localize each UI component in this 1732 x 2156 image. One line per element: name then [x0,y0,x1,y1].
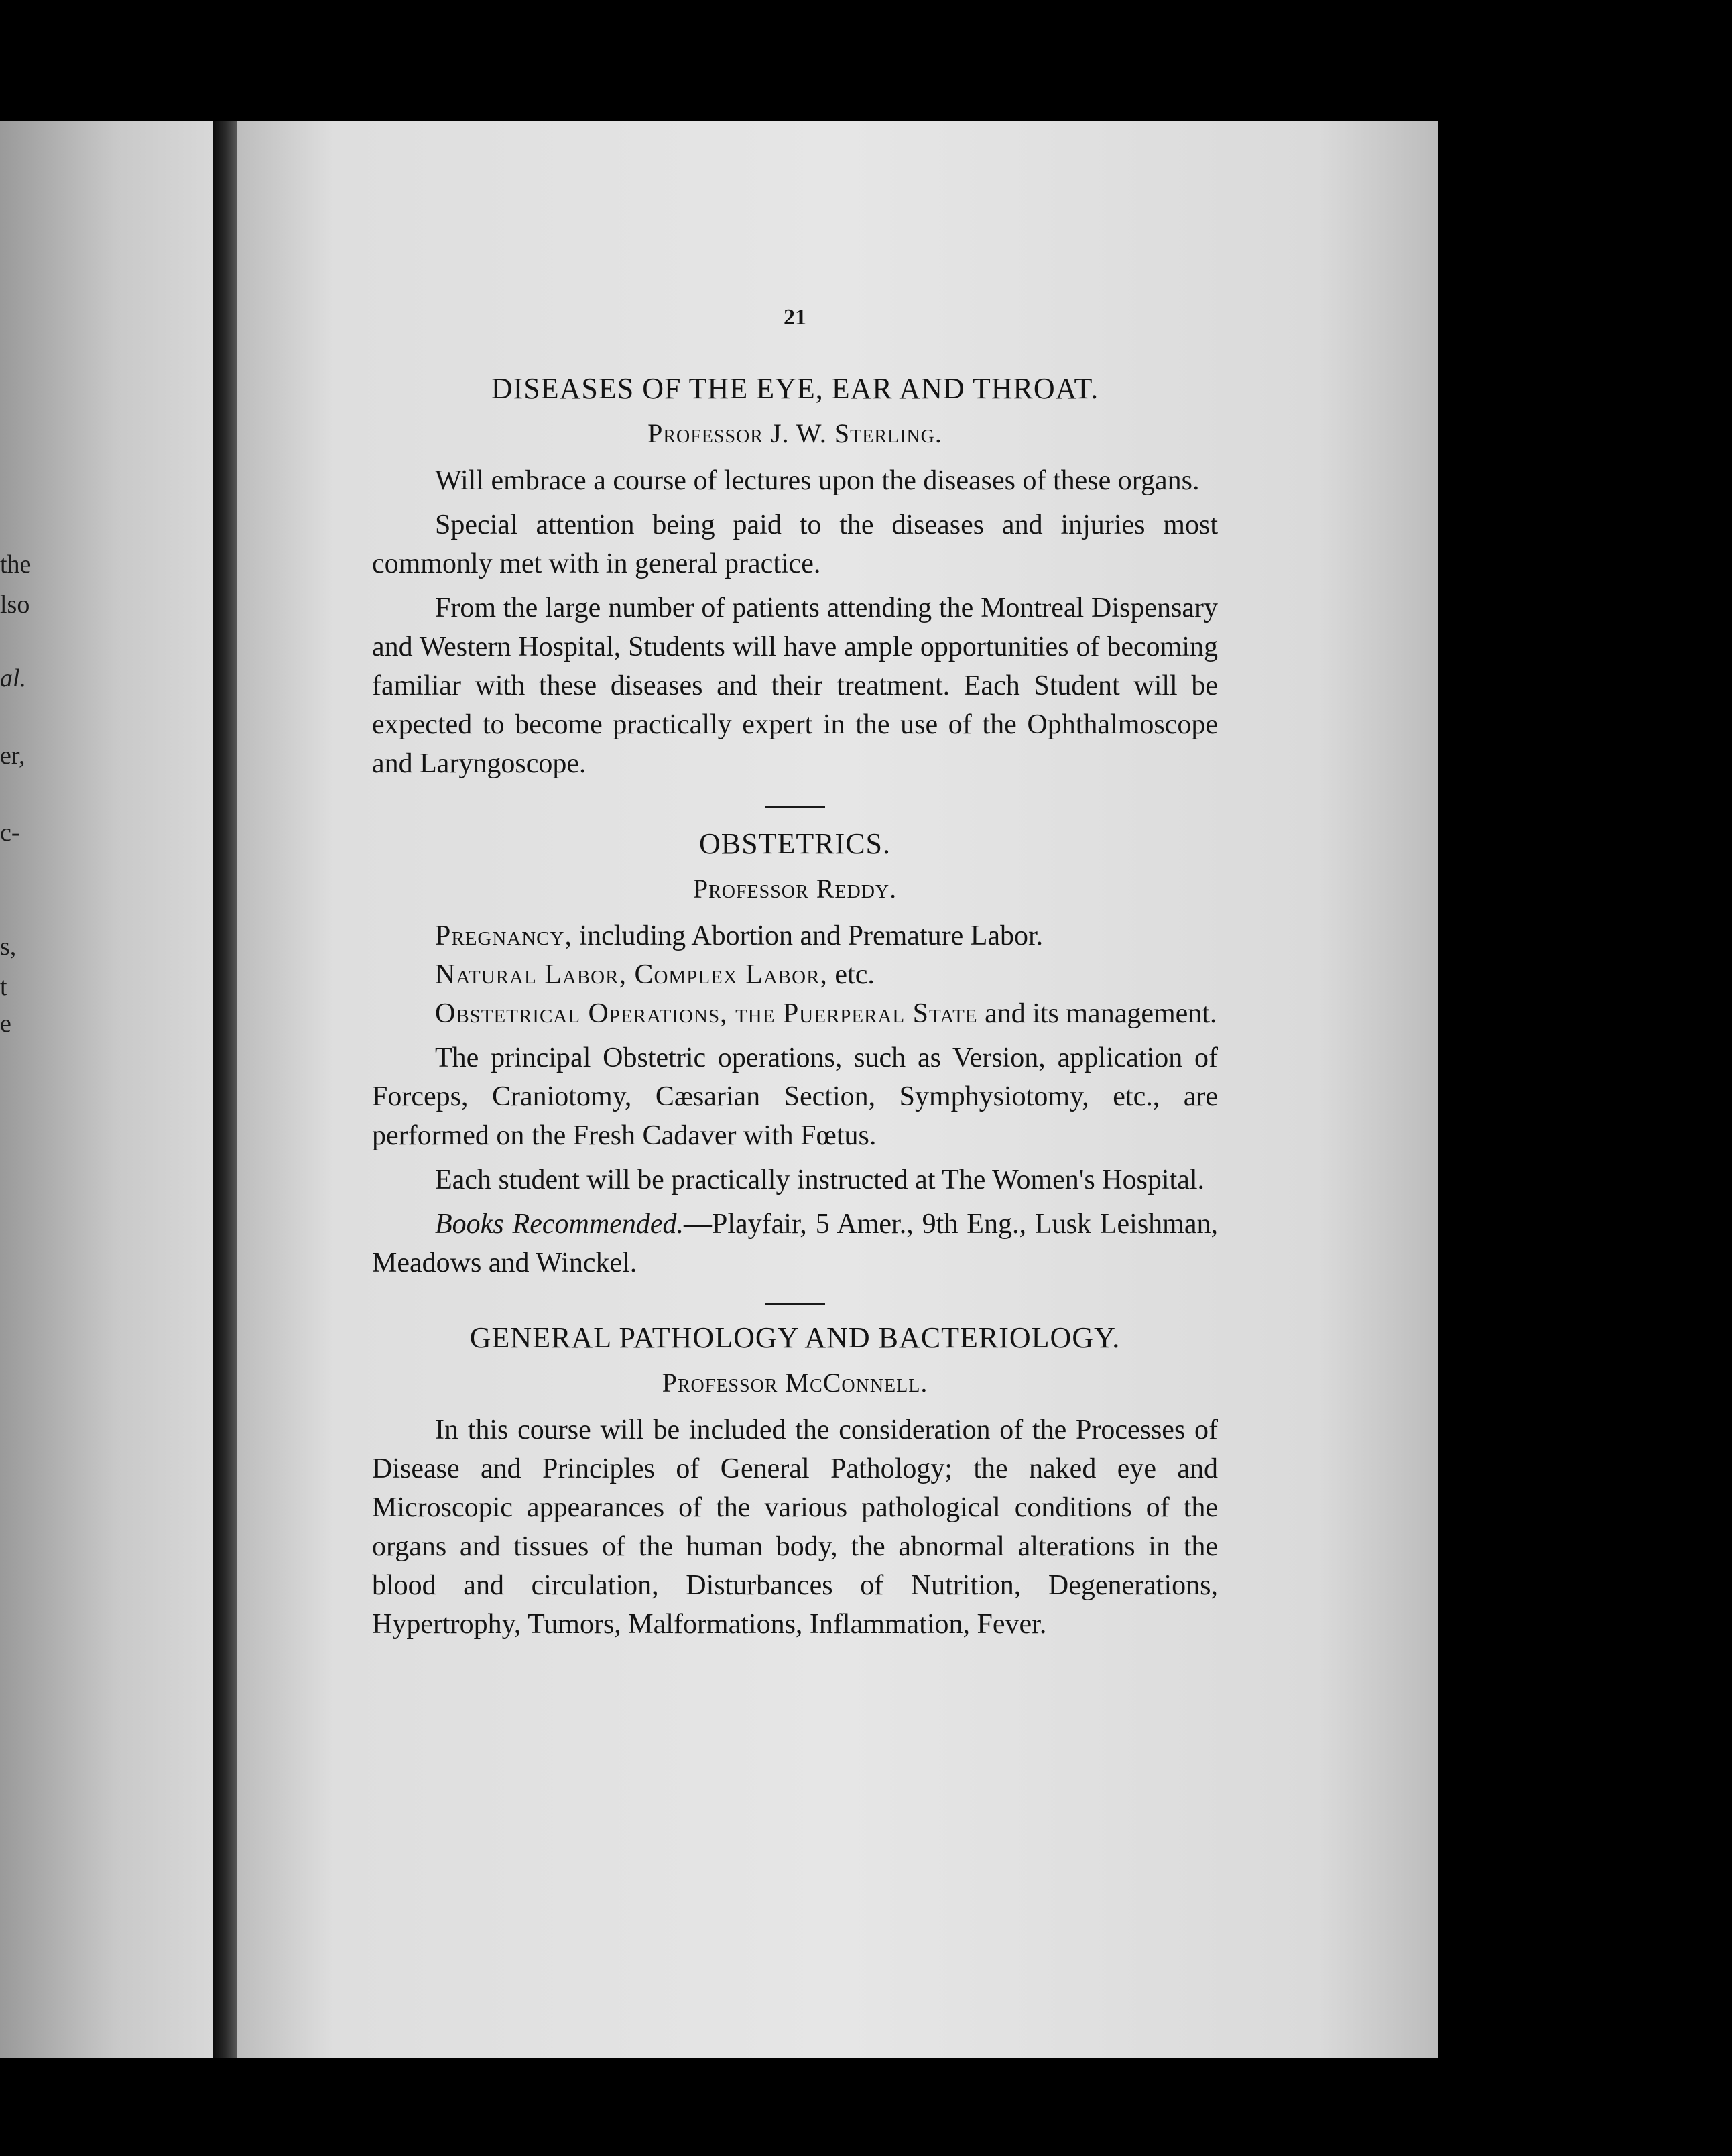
section-divider [765,806,825,808]
section-divider [765,1303,825,1305]
left-page-edge [0,121,213,2058]
paragraph: The principal Obstetric operations, such as Version, application of Forceps, Craniotomy, Cæsarian Section, Symphysiotomy, etc., are performed on the Fresh Cadaver with Fœtus. [372,1042,1218,1151]
topic-head: Natural Labor, Complex Labor, [435,959,828,990]
professor-sterling: Professor J. W. Sterling. [647,418,942,448]
left-page-fragment: c- [0,819,20,847]
paragraph: Will embrace a course of lectures upon the diseases of these organs. [435,465,1200,496]
topic-rest: and its management. [977,998,1217,1029]
topic-line [372,955,1218,994]
page-number: 21 [784,305,806,330]
paragraph: Each student will be practically instructed at The Women's Hospital. [435,1164,1205,1195]
left-page-fragment: t [0,973,7,1001]
professor-mcconnell: Professor McConnell. [662,1368,928,1398]
paragraph: In this course will be included the consideration of the Processes of Disease and Principles of General Pathology; the naked eye and Microscopic appearances of the various pathological conditions of the organs and tissues of the human body, the abnormal alterations in the blood and circulation, Disturbances of Nutrition, Degenerations, Hypertrophy, Tumors, Malformations, Inflammation, Fever. [372,1415,1218,1640]
left-page-fragment: s, [0,933,17,961]
paragraph: Special attention being paid to the diseases and injuries most commonly met with in general practice. [372,510,1218,579]
professor-reddy: Professor Reddy. [692,874,898,904]
topic-line [372,994,1218,1033]
books-label: Books Recommended. [435,1209,684,1240]
topic-head: Obstetrical Operations, the Puerperal State [435,998,978,1029]
section-heading-obstetrics: OBSTETRICS. [698,827,891,860]
left-page-fragment: al. [0,664,27,693]
topic-line [372,916,1218,955]
topic-head: Pregnancy, [435,920,572,951]
section-heading-pathology: GENERAL PATHOLOGY AND BACTERIOLOGY. [469,1321,1121,1354]
left-page-fragment: the [0,550,32,579]
topic-rest: etc. [827,959,875,990]
books-text: —Playfair, 5 Amer., 9th Eng., Lusk Leishman, Meadows and Winckel. [372,1209,1218,1278]
left-page-fragment: lso [0,591,30,619]
left-page-fragment: e [0,1010,11,1038]
topic-rest: including Abortion and Premature Labor. [572,920,1044,951]
paragraph: From the large number of patients attending the Montreal Dispensary and Western Hospital, Students will have ample opportunities of becoming familiar with these diseases and their treatment. Each Student will be expected to become practically expert in the use of the Ophthalmoscope and Laryngoscope. [372,593,1218,779]
left-page-fragment: er, [0,741,25,770]
text-column [372,305,1218,1649]
right-page [237,121,1438,2058]
books-recommended [372,1205,1218,1282]
section-heading-eye-ear-throat: DISEASES OF THE EYE, EAR AND THROAT. [491,372,1099,405]
book-gutter [213,121,237,2058]
